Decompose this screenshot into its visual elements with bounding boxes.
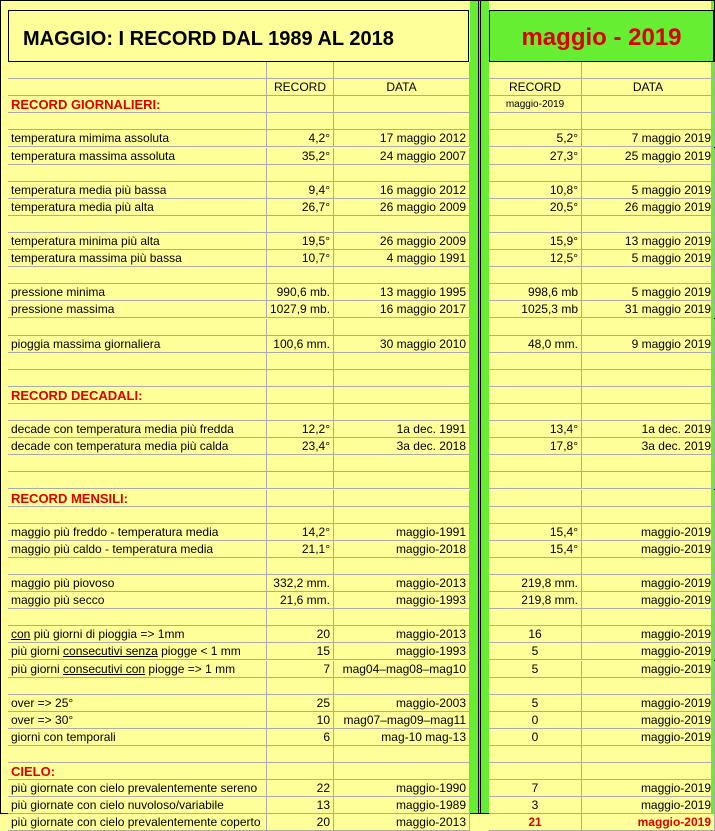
record-value: 1027,9 mb.	[267, 301, 334, 318]
row-label-part: consecutivi con	[63, 662, 146, 676]
empty-cell	[267, 353, 334, 370]
empty-cell	[267, 113, 334, 130]
empty-cell	[8, 79, 267, 96]
record-value: 10,7°	[267, 250, 334, 267]
empty-cell	[489, 455, 582, 472]
row-label: over => 25°	[8, 695, 267, 712]
record-2019-date: 5 maggio 2019	[582, 250, 715, 267]
empty-cell	[267, 455, 334, 472]
empty-cell	[489, 216, 582, 233]
right-title-box	[489, 10, 714, 62]
left-title-box	[8, 10, 469, 62]
empty-cell	[489, 387, 582, 404]
record-2019-value: 7	[489, 780, 582, 797]
row-label: maggio più caldo - temperatura media	[8, 541, 267, 558]
record-2019-value: 10,8°	[489, 182, 582, 199]
empty-cell	[582, 490, 715, 507]
record-date: 30 maggio 2010	[334, 336, 470, 353]
empty-cell	[8, 507, 267, 524]
row-label: più giornate con cielo prevalentemente sereno	[8, 780, 267, 797]
record-2019-date: 5 maggio 2019	[582, 182, 715, 199]
record-value: 100,6 mm.	[267, 336, 334, 353]
row-label	[8, 626, 267, 643]
record-2019-date: maggio-2019	[582, 643, 715, 660]
empty-cell	[8, 62, 267, 79]
record-column-header: RECORD	[267, 79, 334, 96]
record-2019-value: 21	[489, 814, 582, 831]
empty-cell	[489, 165, 582, 182]
row-label: giorni con temporali	[8, 729, 267, 746]
empty-cell	[334, 165, 470, 182]
record-date: maggio-1993	[334, 643, 470, 660]
row-label-part: più giorni di pioggia => 1mm	[30, 627, 185, 641]
month-title: maggio - 2019	[521, 24, 682, 51]
date-2019-column-header: DATA	[582, 79, 715, 96]
record-2019-date: 1a dec. 2019	[582, 421, 715, 438]
month-sub-label: maggio-2019	[489, 96, 582, 113]
empty-cell	[8, 558, 267, 575]
record-value: 12,2°	[267, 421, 334, 438]
record-value: 25	[267, 695, 334, 712]
empty-cell	[334, 319, 470, 336]
record-value: 20	[267, 626, 334, 643]
record-2019-date: maggio-2019	[582, 729, 715, 746]
record-date: maggio-1989	[334, 797, 470, 814]
record-date: 26 maggio 2009	[334, 199, 470, 216]
record-2019-value: 5	[489, 695, 582, 712]
empty-cell	[582, 404, 715, 421]
row-label: temperatura media più bassa	[8, 182, 267, 199]
record-date: 4 maggio 1991	[334, 250, 470, 267]
empty-cell	[334, 267, 470, 284]
empty-cell	[8, 216, 267, 233]
record-2019-date: maggio-2019	[582, 780, 715, 797]
section-heading: RECORD MENSILI:	[8, 490, 267, 507]
record-value: 14,2°	[267, 524, 334, 541]
empty-cell	[334, 558, 470, 575]
empty-cell	[267, 404, 334, 421]
empty-cell	[489, 62, 582, 79]
date-column-header: DATA	[334, 79, 470, 96]
record-2019-value: 5,2°	[489, 130, 582, 147]
empty-cell	[267, 763, 334, 780]
empty-cell	[334, 96, 470, 113]
record-date: 13 maggio 1995	[334, 284, 470, 301]
empty-cell	[582, 319, 715, 336]
record-2019-date: 26 maggio 2019	[582, 199, 715, 216]
empty-cell	[334, 507, 470, 524]
empty-cell	[334, 455, 470, 472]
row-label: decade con temperatura media più calda	[8, 438, 267, 455]
row-label: pioggia massima giornaliera	[8, 336, 267, 353]
empty-cell	[267, 507, 334, 524]
record-value: 990,6 mb.	[267, 284, 334, 301]
empty-cell	[489, 267, 582, 284]
empty-cell	[267, 319, 334, 336]
empty-cell	[489, 490, 582, 507]
row-label: over => 30°	[8, 712, 267, 729]
empty-cell	[8, 472, 267, 489]
empty-cell	[334, 387, 470, 404]
empty-cell	[334, 404, 470, 421]
record-2019-date: 25 maggio 2019	[582, 148, 715, 165]
empty-cell	[582, 472, 715, 489]
row-label: temperatura mimima assoluta	[8, 130, 267, 147]
record-2019-date: maggio-2019	[582, 626, 715, 643]
record-2019-value: 3	[489, 797, 582, 814]
empty-cell	[334, 216, 470, 233]
empty-cell	[8, 165, 267, 182]
record-2019-column-header: RECORD	[489, 79, 582, 96]
empty-cell	[8, 319, 267, 336]
empty-cell	[267, 609, 334, 626]
empty-cell	[489, 113, 582, 130]
empty-cell	[267, 370, 334, 387]
record-2019-value: 17,8°	[489, 438, 582, 455]
record-date: 1a dec. 1991	[334, 421, 470, 438]
record-date: mag07–mag09–mag11	[334, 712, 470, 729]
row-label: temperatura media più alta	[8, 199, 267, 216]
empty-cell	[267, 387, 334, 404]
section-heading: CIELO:	[8, 763, 267, 780]
record-date: mag04–mag08–mag10	[334, 661, 470, 678]
record-value: 6	[267, 729, 334, 746]
record-value: 9,4°	[267, 182, 334, 199]
record-date: mag-10 mag-13	[334, 729, 470, 746]
record-date: 26 maggio 2009	[334, 233, 470, 250]
record-value: 7	[267, 661, 334, 678]
record-value: 332,2 mm.	[267, 575, 334, 592]
empty-cell	[334, 609, 470, 626]
empty-cell	[489, 746, 582, 763]
record-2019-value: 5	[489, 643, 582, 660]
row-label	[8, 661, 267, 678]
record-2019-date: maggio-2019	[582, 541, 715, 558]
empty-cell	[334, 763, 470, 780]
record-2019-date: 5 maggio 2019	[582, 284, 715, 301]
empty-cell	[582, 267, 715, 284]
row-label-part: più giorni	[11, 662, 64, 676]
empty-cell	[334, 746, 470, 763]
empty-cell	[489, 404, 582, 421]
empty-cell	[489, 678, 582, 695]
record-2019-date: 9 maggio 2019	[582, 336, 715, 353]
empty-cell	[582, 455, 715, 472]
empty-cell	[582, 507, 715, 524]
record-value: 21,6 mm.	[267, 592, 334, 609]
record-value: 4,2°	[267, 130, 334, 147]
empty-cell	[334, 353, 470, 370]
empty-cell	[334, 472, 470, 489]
record-2019-date: maggio-2019	[582, 661, 715, 678]
empty-cell	[582, 678, 715, 695]
record-date: 16 maggio 2012	[334, 182, 470, 199]
record-2019-value: 15,4°	[489, 541, 582, 558]
row-label: decade con temperatura media più fredda	[8, 421, 267, 438]
empty-cell	[489, 763, 582, 780]
record-2019-value: 13,4°	[489, 421, 582, 438]
empty-cell	[489, 609, 582, 626]
record-2019-date: 7 maggio 2019	[582, 130, 715, 147]
empty-cell	[267, 267, 334, 284]
row-label: temperatura massima assoluta	[8, 148, 267, 165]
record-2019-value: 15,4°	[489, 524, 582, 541]
empty-cell	[582, 609, 715, 626]
record-date: maggio-1991	[334, 524, 470, 541]
empty-cell	[582, 353, 715, 370]
record-2019-date: maggio-2019	[582, 712, 715, 729]
empty-cell	[267, 96, 334, 113]
empty-cell	[8, 455, 267, 472]
empty-cell	[267, 678, 334, 695]
empty-cell	[582, 387, 715, 404]
record-2019-value: 0	[489, 712, 582, 729]
record-2019-date: maggio-2019	[582, 524, 715, 541]
record-value: 26,7°	[267, 199, 334, 216]
record-date: 24 maggio 2007	[334, 148, 470, 165]
empty-cell	[267, 165, 334, 182]
row-label: più giornate con cielo prevalentemente coperto	[8, 814, 267, 831]
record-value: 19,5°	[267, 233, 334, 250]
row-label: temperatura minima più alta	[8, 233, 267, 250]
record-2019-value: 5	[489, 661, 582, 678]
record-2019-value: 20,5°	[489, 199, 582, 216]
empty-cell	[582, 62, 715, 79]
row-label: maggio più freddo - temperatura media	[8, 524, 267, 541]
row-label: maggio più secco	[8, 592, 267, 609]
record-2019-value: 12,5°	[489, 250, 582, 267]
row-label-part: consecutivi senza	[63, 644, 158, 658]
record-2019-value: 16	[489, 626, 582, 643]
record-value: 22	[267, 780, 334, 797]
empty-cell	[267, 472, 334, 489]
empty-cell	[489, 319, 582, 336]
record-2019-date: maggio-2019	[582, 592, 715, 609]
row-label-part: più giorni	[11, 644, 64, 658]
empty-cell	[489, 507, 582, 524]
empty-cell	[489, 472, 582, 489]
empty-cell	[8, 113, 267, 130]
record-2019-value: 48,0 mm.	[489, 336, 582, 353]
empty-cell	[8, 746, 267, 763]
record-date: maggio-1990	[334, 780, 470, 797]
record-2019-value: 1025,3 mb	[489, 301, 582, 318]
record-date: 3a dec. 2018	[334, 438, 470, 455]
empty-cell	[582, 113, 715, 130]
empty-cell	[8, 404, 267, 421]
empty-cell	[267, 746, 334, 763]
row-label: pressione massima	[8, 301, 267, 318]
empty-cell	[582, 216, 715, 233]
row-label-part: piogge => 1 mm	[145, 662, 236, 676]
record-2019-value: 0	[489, 729, 582, 746]
record-2019-date: maggio-2019	[582, 797, 715, 814]
empty-cell	[334, 62, 470, 79]
record-2019-value: 27,3°	[489, 148, 582, 165]
record-2019-value: 219,8 mm.	[489, 575, 582, 592]
row-label-part: piogge < 1 mm	[157, 644, 241, 658]
record-2019-date: maggio-2019	[582, 575, 715, 592]
empty-cell	[267, 490, 334, 507]
empty-cell	[582, 746, 715, 763]
record-value: 20	[267, 814, 334, 831]
record-date: maggio-2013	[334, 575, 470, 592]
record-date: maggio-2013	[334, 626, 470, 643]
records-table-1989-2018	[8, 62, 470, 829]
row-label: temperatura massima più bassa	[8, 250, 267, 267]
record-value: 21,1°	[267, 541, 334, 558]
page-title: MAGGIO: I RECORD DAL 1989 AL 2018	[23, 28, 394, 50]
empty-cell	[582, 165, 715, 182]
empty-cell	[582, 558, 715, 575]
record-2019-value: 219,8 mm.	[489, 592, 582, 609]
empty-cell	[8, 609, 267, 626]
record-date: 17 maggio 2012	[334, 130, 470, 147]
row-label: pressione minima	[8, 284, 267, 301]
record-2019-value: 998,6 mb	[489, 284, 582, 301]
empty-cell	[334, 678, 470, 695]
section-heading: RECORD GIORNALIERI:	[8, 96, 267, 113]
record-2019-date: 3a dec. 2019	[582, 438, 715, 455]
record-2019-date: maggio-2019	[582, 695, 715, 712]
record-date: maggio-1993	[334, 592, 470, 609]
record-date: maggio-2018	[334, 541, 470, 558]
record-date: 16 maggio 2017	[334, 301, 470, 318]
empty-cell	[267, 62, 334, 79]
empty-cell	[267, 558, 334, 575]
empty-cell	[489, 558, 582, 575]
empty-cell	[489, 370, 582, 387]
empty-cell	[334, 113, 470, 130]
empty-cell	[582, 370, 715, 387]
empty-cell	[582, 763, 715, 780]
empty-cell	[8, 353, 267, 370]
empty-cell	[489, 353, 582, 370]
records-table-2019	[489, 62, 715, 829]
empty-cell	[582, 96, 715, 113]
empty-cell	[8, 267, 267, 284]
empty-cell	[334, 490, 470, 507]
empty-cell	[8, 678, 267, 695]
record-value: 15	[267, 643, 334, 660]
row-label-part: con	[11, 627, 31, 641]
record-value: 23,4°	[267, 438, 334, 455]
section-heading: RECORD DECADALI:	[8, 387, 267, 404]
record-2019-date: 13 maggio 2019	[582, 233, 715, 250]
record-date: maggio-2013	[334, 814, 470, 831]
row-label: maggio più piovoso	[8, 575, 267, 592]
row-label	[8, 643, 267, 660]
record-value: 35,2°	[267, 148, 334, 165]
row-label: più giornate con cielo nuvoloso/variabile	[8, 797, 267, 814]
record-value: 10	[267, 712, 334, 729]
record-value: 13	[267, 797, 334, 814]
empty-cell	[8, 370, 267, 387]
record-2019-value: 15,9°	[489, 233, 582, 250]
empty-cell	[267, 216, 334, 233]
empty-cell	[334, 370, 470, 387]
record-2019-date: maggio-2019	[582, 814, 715, 831]
record-2019-date: 31 maggio 2019	[582, 301, 715, 318]
record-date: maggio-2003	[334, 695, 470, 712]
